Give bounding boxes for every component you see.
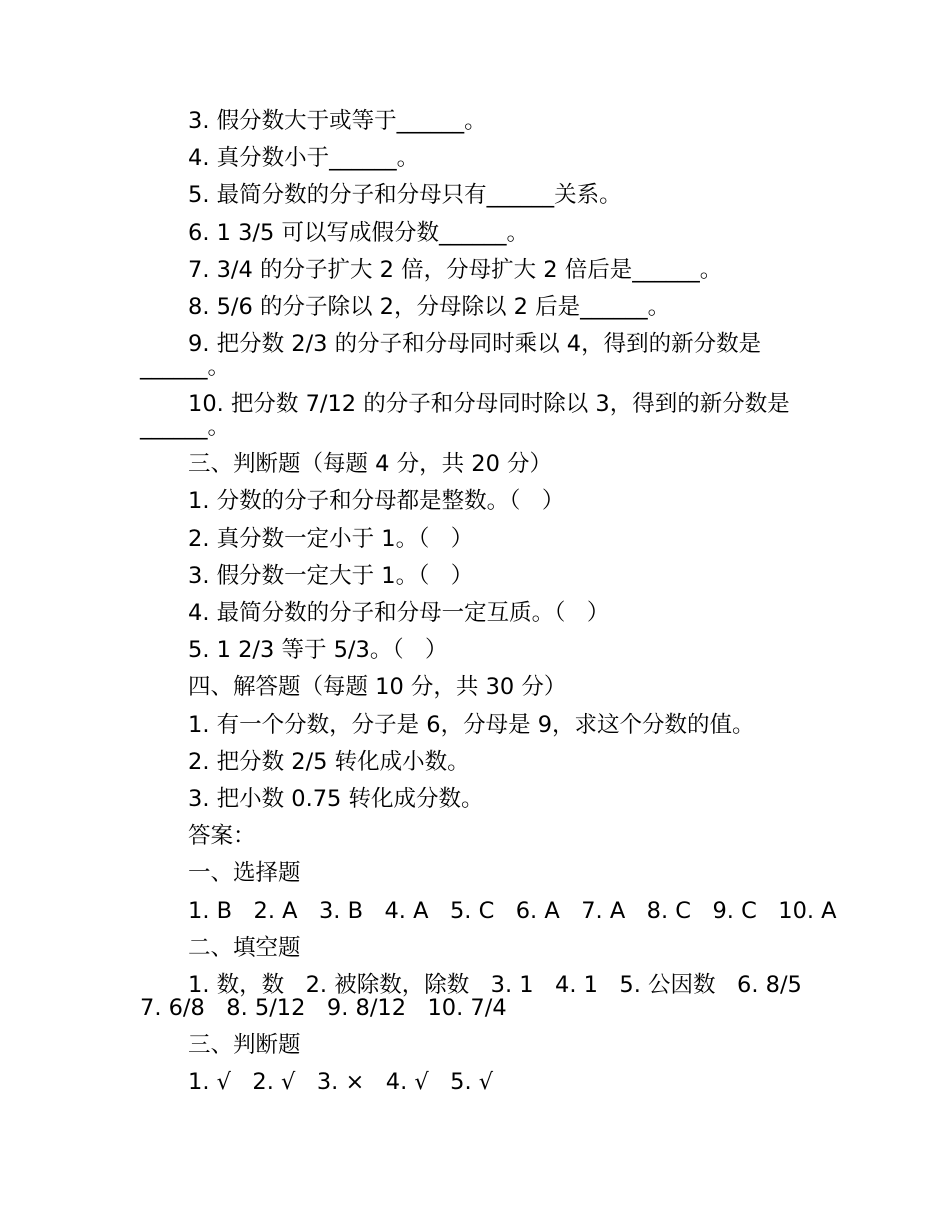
fill-blank-q7: 7. 3/4 的分子扩大 2 倍，分母扩大 2 倍后是______。	[188, 256, 723, 283]
true-false-item-2: 2. 真分数一定小于 1。（ ）	[188, 525, 474, 552]
fill-blank-q5: 5. 最简分数的分子和分母只有______关系。	[188, 182, 622, 209]
document-body	[140, 103, 837, 1101]
fill-blank-q4: 4. 真分数小于______。	[188, 145, 420, 172]
true-false-item-3: 3. 假分数一定大于 1。（ ）	[188, 562, 474, 589]
fill-blank-q6: 6. 1 3/5 可以写成假分数______。	[188, 219, 529, 246]
answers-section3-heading: 三、判断题	[188, 1032, 301, 1059]
true-false-item-1: 1. 分数的分子和分母都是整数。（ ）	[188, 488, 565, 515]
true-false-heading: 三、判断题（每题 4 分，共 20 分）	[188, 451, 553, 478]
answers-section1-heading: 一、选择题	[188, 860, 301, 887]
answers-heading: 答案：	[188, 823, 256, 850]
answers-section1-list: 1. B 2. A 3. B 4. A 5. C 6. A 7. A 8. C 9. C 10. A	[188, 897, 837, 924]
fill-blank-q8: 8. 5/6 的分子除以 2，分母除以 2 后是______。	[188, 294, 671, 321]
fill-blank-q9: 9. 把分数 2/3 的分子和分母同时乘以 4，得到的新分数是______。	[140, 331, 762, 381]
fill-blank-q3: 3. 假分数大于或等于______。	[188, 108, 487, 134]
answers-section2-heading: 二、填空题	[188, 934, 301, 961]
answers-section3-list: 1. √ 2. √ 3. × 4. √ 5. √	[188, 1069, 494, 1096]
true-false-item-5: 5. 1 2/3 等于 5/3。（ ）	[188, 637, 448, 664]
word-problems-heading: 四、解答题（每题 10 分，共 30 分）	[188, 674, 567, 701]
word-problem-3: 3. 把小数 0.75 转化成分数。	[188, 786, 484, 813]
word-problem-2: 2. 把分数 2/5 转化成小数。	[188, 748, 470, 775]
answers-section2-list: 1. 数，数 2. 被除数，除数 3. 1 4. 1 5. 公因数 6. 8/5 7. 6/8 8. 5/12 9. 8/12 10. 7/4	[140, 972, 824, 1022]
word-problem-1: 1. 有一个分数，分子是 6，分母是 9，求这个分数的值。	[188, 711, 755, 738]
true-false-item-4: 4. 最简分数的分子和分母一定互质。（ ）	[188, 600, 610, 627]
fill-blank-q10: 10. 把分数 7/12 的分子和分母同时除以 3，得到的新分数是______。	[140, 391, 790, 441]
